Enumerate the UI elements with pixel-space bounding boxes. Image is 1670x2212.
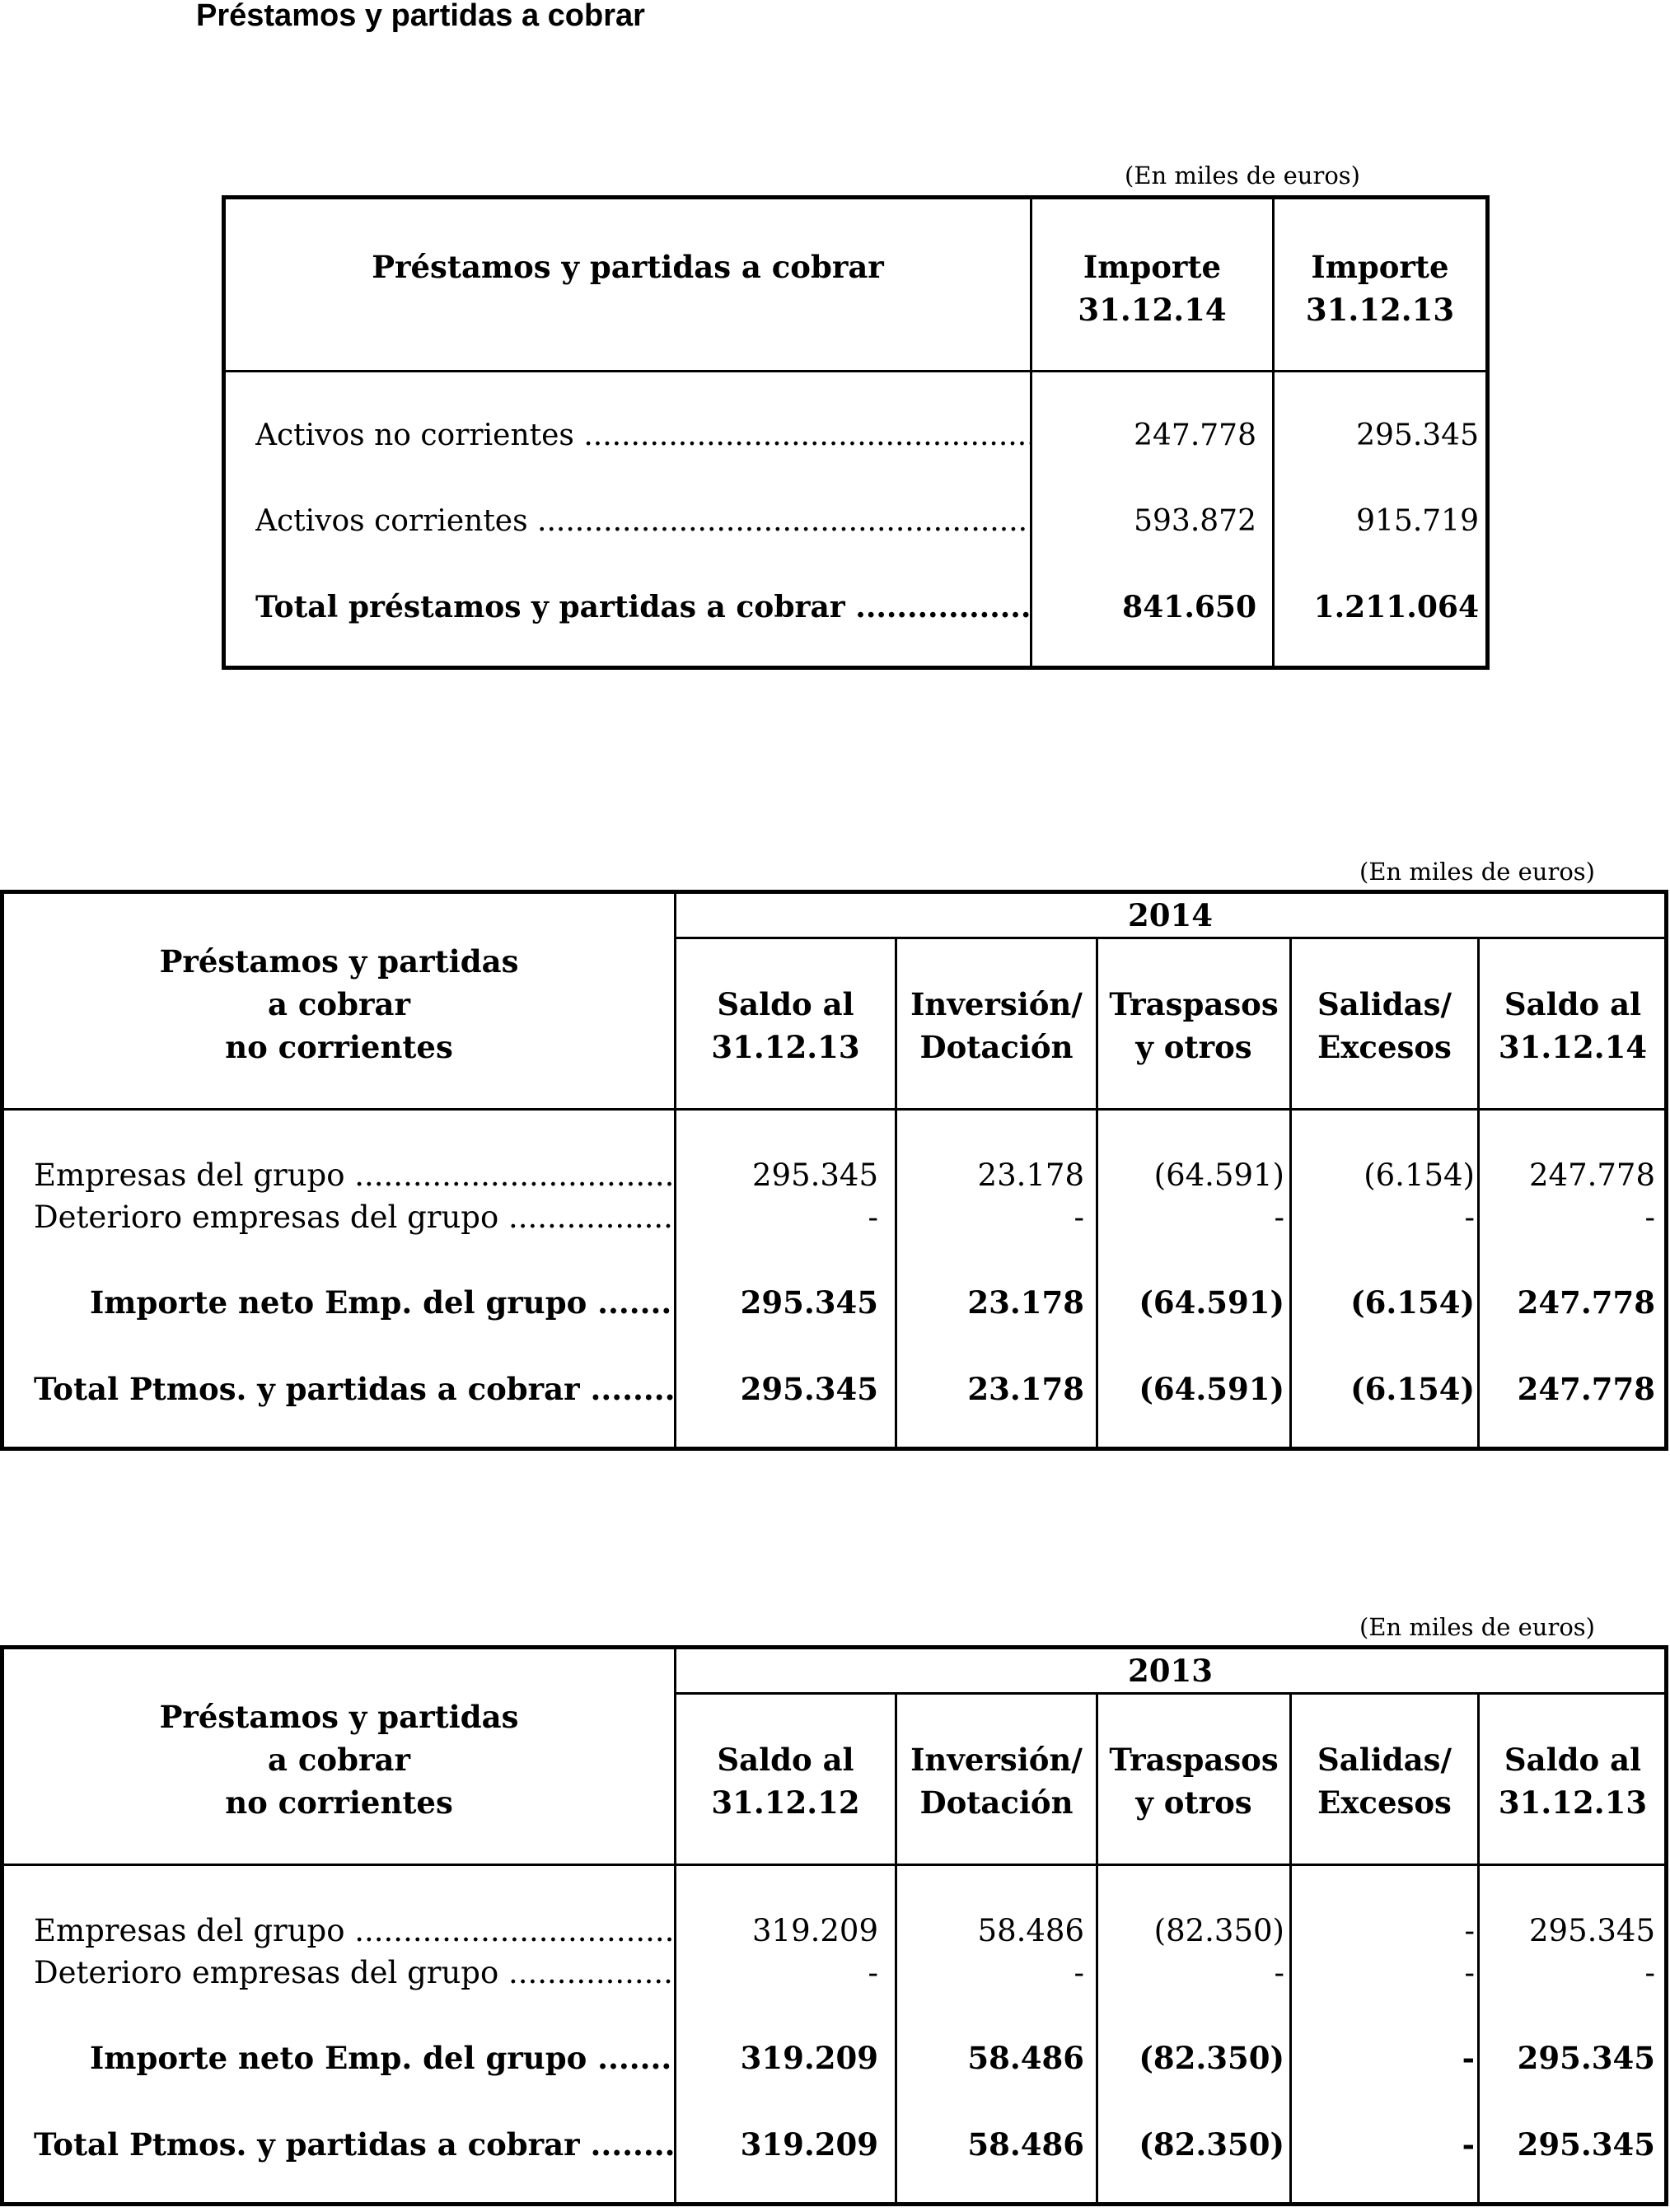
col-header-outflows: Salidas/ Excesos	[1317, 1742, 1452, 1821]
col-header-investment: Inversión/ Dotación	[910, 986, 1083, 1065]
cell: -	[1074, 1955, 1084, 1990]
col-header-outflows: Salidas/ Excesos	[1317, 986, 1452, 1065]
cell: -	[1644, 1955, 1655, 1990]
cell: 247.778	[1528, 1157, 1655, 1193]
cell: (6.154)	[1364, 1157, 1475, 1193]
cell: (64.591)	[1139, 1371, 1284, 1407]
movement-table-2013	[0, 1645, 1668, 2206]
cell: 23.178	[977, 1157, 1084, 1193]
row-label: Empresas del grupo .....	[34, 1913, 674, 1948]
col-header-closing: Saldo al 31.12.14	[1498, 986, 1648, 1065]
row-label: Deterioro empresas del grupo .....	[34, 1200, 674, 1235]
cell: 295.345	[1517, 2040, 1655, 2076]
cell: 319.209	[740, 2040, 878, 2076]
year-label: 2013	[1128, 1653, 1213, 1689]
value-2014: 841.650	[1122, 590, 1256, 624]
value-2014: 593.872	[1134, 504, 1256, 538]
cell: 23.178	[967, 1284, 1084, 1321]
value-2013: 295.345	[1356, 419, 1479, 452]
page-title: Préstamos y partidas a cobrar	[196, 0, 645, 33]
cell: 58.486	[977, 1913, 1084, 1948]
summary-header-label: Préstamos y partidas a cobrar	[372, 249, 884, 285]
cell: -	[868, 1955, 878, 1990]
col-header-closing: Saldo al 31.12.13	[1498, 1742, 1648, 1821]
cell: 58.486	[967, 2126, 1084, 2163]
row-label: Empresas del grupo .....	[34, 1157, 674, 1193]
summary-col-2013-header: Importe 31.12.13	[1305, 249, 1455, 328]
col-header-opening: Saldo al 31.12.13	[711, 986, 860, 1065]
cell: 295.345	[1517, 2126, 1655, 2163]
cell: 295.345	[740, 1284, 878, 1321]
cell: -	[1464, 1955, 1475, 1990]
col-header-transfers: Traspasos y otros	[1109, 1742, 1279, 1821]
summary-col-2014-header: Importe 31.12.14	[1078, 249, 1227, 328]
cell: 247.778	[1517, 1371, 1655, 1407]
cell: -	[1644, 1200, 1655, 1235]
movement-table-2014	[0, 890, 1668, 1451]
cell: (64.591)	[1139, 1284, 1284, 1321]
units-label: (En miles de euros)	[1359, 1613, 1595, 1641]
cell: (82.350)	[1153, 1913, 1284, 1948]
row-label: Total Ptmos. y partidas a cobrar .....	[34, 2126, 674, 2163]
col-header-investment: Inversión/ Dotación	[910, 1742, 1083, 1821]
cell: 247.778	[1517, 1284, 1655, 1321]
cell: -	[1464, 1200, 1475, 1235]
value-2014: 247.778	[1134, 419, 1256, 452]
cell: -	[1462, 2040, 1475, 2076]
cell: 295.345	[740, 1371, 878, 1407]
summary-table	[222, 195, 1490, 670]
cell: (82.350)	[1139, 2126, 1284, 2163]
cell: -	[1274, 1955, 1284, 1990]
row-label: Total préstamos y partidas a cobrar .....	[255, 590, 1030, 624]
row-label: Importe neto Emp. del grupo .....	[90, 2040, 674, 2076]
row-label: Total Ptmos. y partidas a cobrar .....	[34, 1371, 674, 1407]
row-label: Activos corrientes .....	[255, 504, 1030, 538]
row-header: Préstamos y partidas a cobrar no corrientes	[159, 1699, 519, 1821]
cell: 319.209	[740, 2126, 878, 2163]
cell: 23.178	[967, 1371, 1084, 1407]
value-2013: 915.719	[1356, 504, 1479, 538]
cell: 319.209	[751, 1913, 878, 1948]
cell: 58.486	[967, 2040, 1084, 2076]
year-label: 2014	[1128, 897, 1213, 933]
cell: (82.350)	[1139, 2040, 1284, 2076]
row-label: Importe neto Emp. del grupo .....	[90, 1284, 674, 1321]
cell: -	[1462, 2126, 1475, 2163]
row-header: Préstamos y partidas a cobrar no corrientes	[159, 943, 519, 1065]
cell: (6.154)	[1350, 1371, 1475, 1407]
cell: (64.591)	[1153, 1157, 1284, 1193]
cell: -	[1274, 1200, 1284, 1235]
row-label: Deterioro empresas del grupo .....	[34, 1955, 674, 1990]
cell: -	[1074, 1200, 1084, 1235]
row-label: Activos no corrientes .....	[255, 419, 1030, 452]
units-label: (En miles de euros)	[1359, 858, 1595, 886]
col-header-transfers: Traspasos y otros	[1109, 986, 1279, 1065]
cell: 295.345	[751, 1157, 878, 1193]
cell: -	[868, 1200, 878, 1235]
col-header-opening: Saldo al 31.12.12	[711, 1742, 860, 1821]
cell: 295.345	[1528, 1913, 1655, 1948]
value-2013: 1.211.064	[1313, 590, 1479, 624]
cell: -	[1464, 1913, 1475, 1948]
units-label: (En miles de euros)	[1125, 161, 1360, 189]
cell: (6.154)	[1350, 1284, 1475, 1321]
